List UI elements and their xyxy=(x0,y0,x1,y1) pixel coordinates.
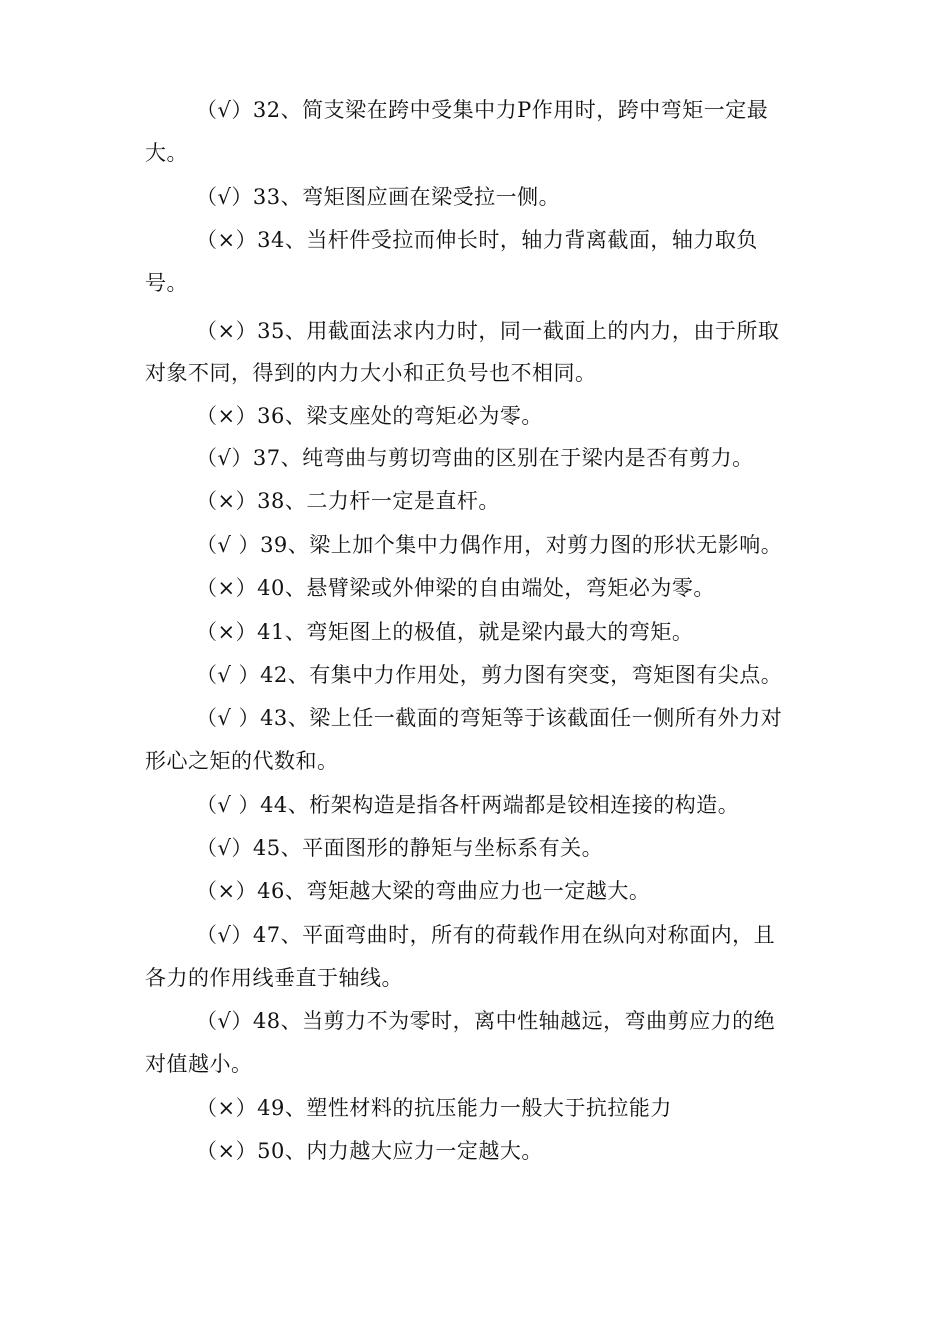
statement-item xyxy=(196,443,754,473)
statement-text: 42、有集中力作用处，剪力图有突变，弯矩图有尖点。 xyxy=(260,663,783,687)
statement-text: 40、悬臂梁或外伸梁的自由端处，弯矩必为零。 xyxy=(257,576,715,600)
statement-item xyxy=(196,660,782,690)
statement-text: 49、塑性材料的抗压能力一般大于抗拉能力 xyxy=(257,1096,672,1120)
statement-item xyxy=(196,1006,775,1036)
statement-item xyxy=(196,225,758,255)
statement-text: 48、当剪力不为零时，离中性轴越远，弯曲剪应力的绝 xyxy=(252,1009,776,1033)
statement-continuation: 形心之矩的代数和。 xyxy=(145,749,339,773)
statement-text: 37、纯弯曲与剪切弯曲的区别在于梁内是否有剪力。 xyxy=(252,446,754,470)
answer-mark: （×） xyxy=(196,489,258,513)
answer-mark: （×） xyxy=(196,228,258,252)
statement-text: 50、内力越大应力一定越大。 xyxy=(257,1139,543,1163)
answer-mark: （×） xyxy=(196,319,258,343)
statement-text: 47、平面弯曲时，所有的荷载作用在纵向对称面内，且 xyxy=(252,923,776,947)
statement-continuation: 各力的作用线垂直于轴线。 xyxy=(145,966,403,990)
answer-mark: （√） xyxy=(196,923,253,947)
answer-mark: （×） xyxy=(196,404,258,428)
statement-item xyxy=(196,790,739,820)
answer-mark: （√ ） xyxy=(196,533,261,557)
statement-item xyxy=(196,401,543,431)
statement-continuation: 大。 xyxy=(145,141,188,165)
statement-text: 33、弯矩图应画在梁受拉一侧。 xyxy=(252,185,561,209)
answer-mark: （√） xyxy=(196,1009,253,1033)
statement-item xyxy=(196,316,779,346)
statement-item xyxy=(196,1136,543,1166)
answer-mark: （×） xyxy=(196,879,258,903)
answer-mark: （×） xyxy=(196,1096,258,1120)
statement-text: 46、弯矩越大梁的弯曲应力也一定越大。 xyxy=(257,879,651,903)
statement-item xyxy=(196,617,693,647)
statement-item xyxy=(196,95,768,125)
answer-mark: （√） xyxy=(196,98,253,122)
statement-item xyxy=(196,703,782,733)
answer-mark: （√ ） xyxy=(196,793,261,817)
statement-text: 44、桁架构造是指各杆两端都是铰相连接的构造。 xyxy=(260,793,740,817)
statement-item xyxy=(196,530,782,560)
statement-continuation: 号。 xyxy=(145,271,188,295)
statement-text: 34、当杆件受拉而伸长时，轴力背离截面，轴力取负 xyxy=(257,228,758,252)
answer-mark: （√ ） xyxy=(196,663,261,687)
statement-item xyxy=(196,182,560,212)
statement-text: 43、梁上任一截面的弯矩等于该截面任一侧所有外力对 xyxy=(260,706,783,730)
statement-text: 36、梁支座处的弯矩必为零。 xyxy=(257,404,543,428)
statement-text: 39、梁上加个集中力偶作用，对剪力图的形状无影响。 xyxy=(260,533,783,557)
statement-text: 32、简支梁在跨中受集中力P作用时，跨中弯矩一定最 xyxy=(252,98,769,122)
answer-mark: （√） xyxy=(196,836,253,860)
answer-mark: （√） xyxy=(196,446,253,470)
statement-item xyxy=(196,1093,672,1123)
answer-mark: （×） xyxy=(196,620,258,644)
statement-text: 38、二力杆一定是直杆。 xyxy=(257,489,500,513)
answer-mark: （√） xyxy=(196,185,253,209)
statement-item xyxy=(196,486,500,516)
statement-continuation: 对象不同，得到的内力大小和正负号也不相同。 xyxy=(145,361,597,385)
answer-mark: （×） xyxy=(196,1139,258,1163)
statement-item xyxy=(196,573,715,603)
statement-text: 35、用截面法求内力时，同一截面上的内力，由于所取 xyxy=(257,319,780,343)
statement-item xyxy=(196,876,650,906)
statement-continuation: 对值越小。 xyxy=(145,1052,253,1076)
statement-text: 45、平面图形的静矩与坐标系有关。 xyxy=(252,836,604,860)
statement-text: 41、弯矩图上的极值，就是梁内最大的弯矩。 xyxy=(257,620,694,644)
answer-mark: （×） xyxy=(196,576,258,600)
answer-mark: （√ ） xyxy=(196,706,261,730)
statement-item xyxy=(196,920,775,950)
statement-item xyxy=(196,833,603,863)
